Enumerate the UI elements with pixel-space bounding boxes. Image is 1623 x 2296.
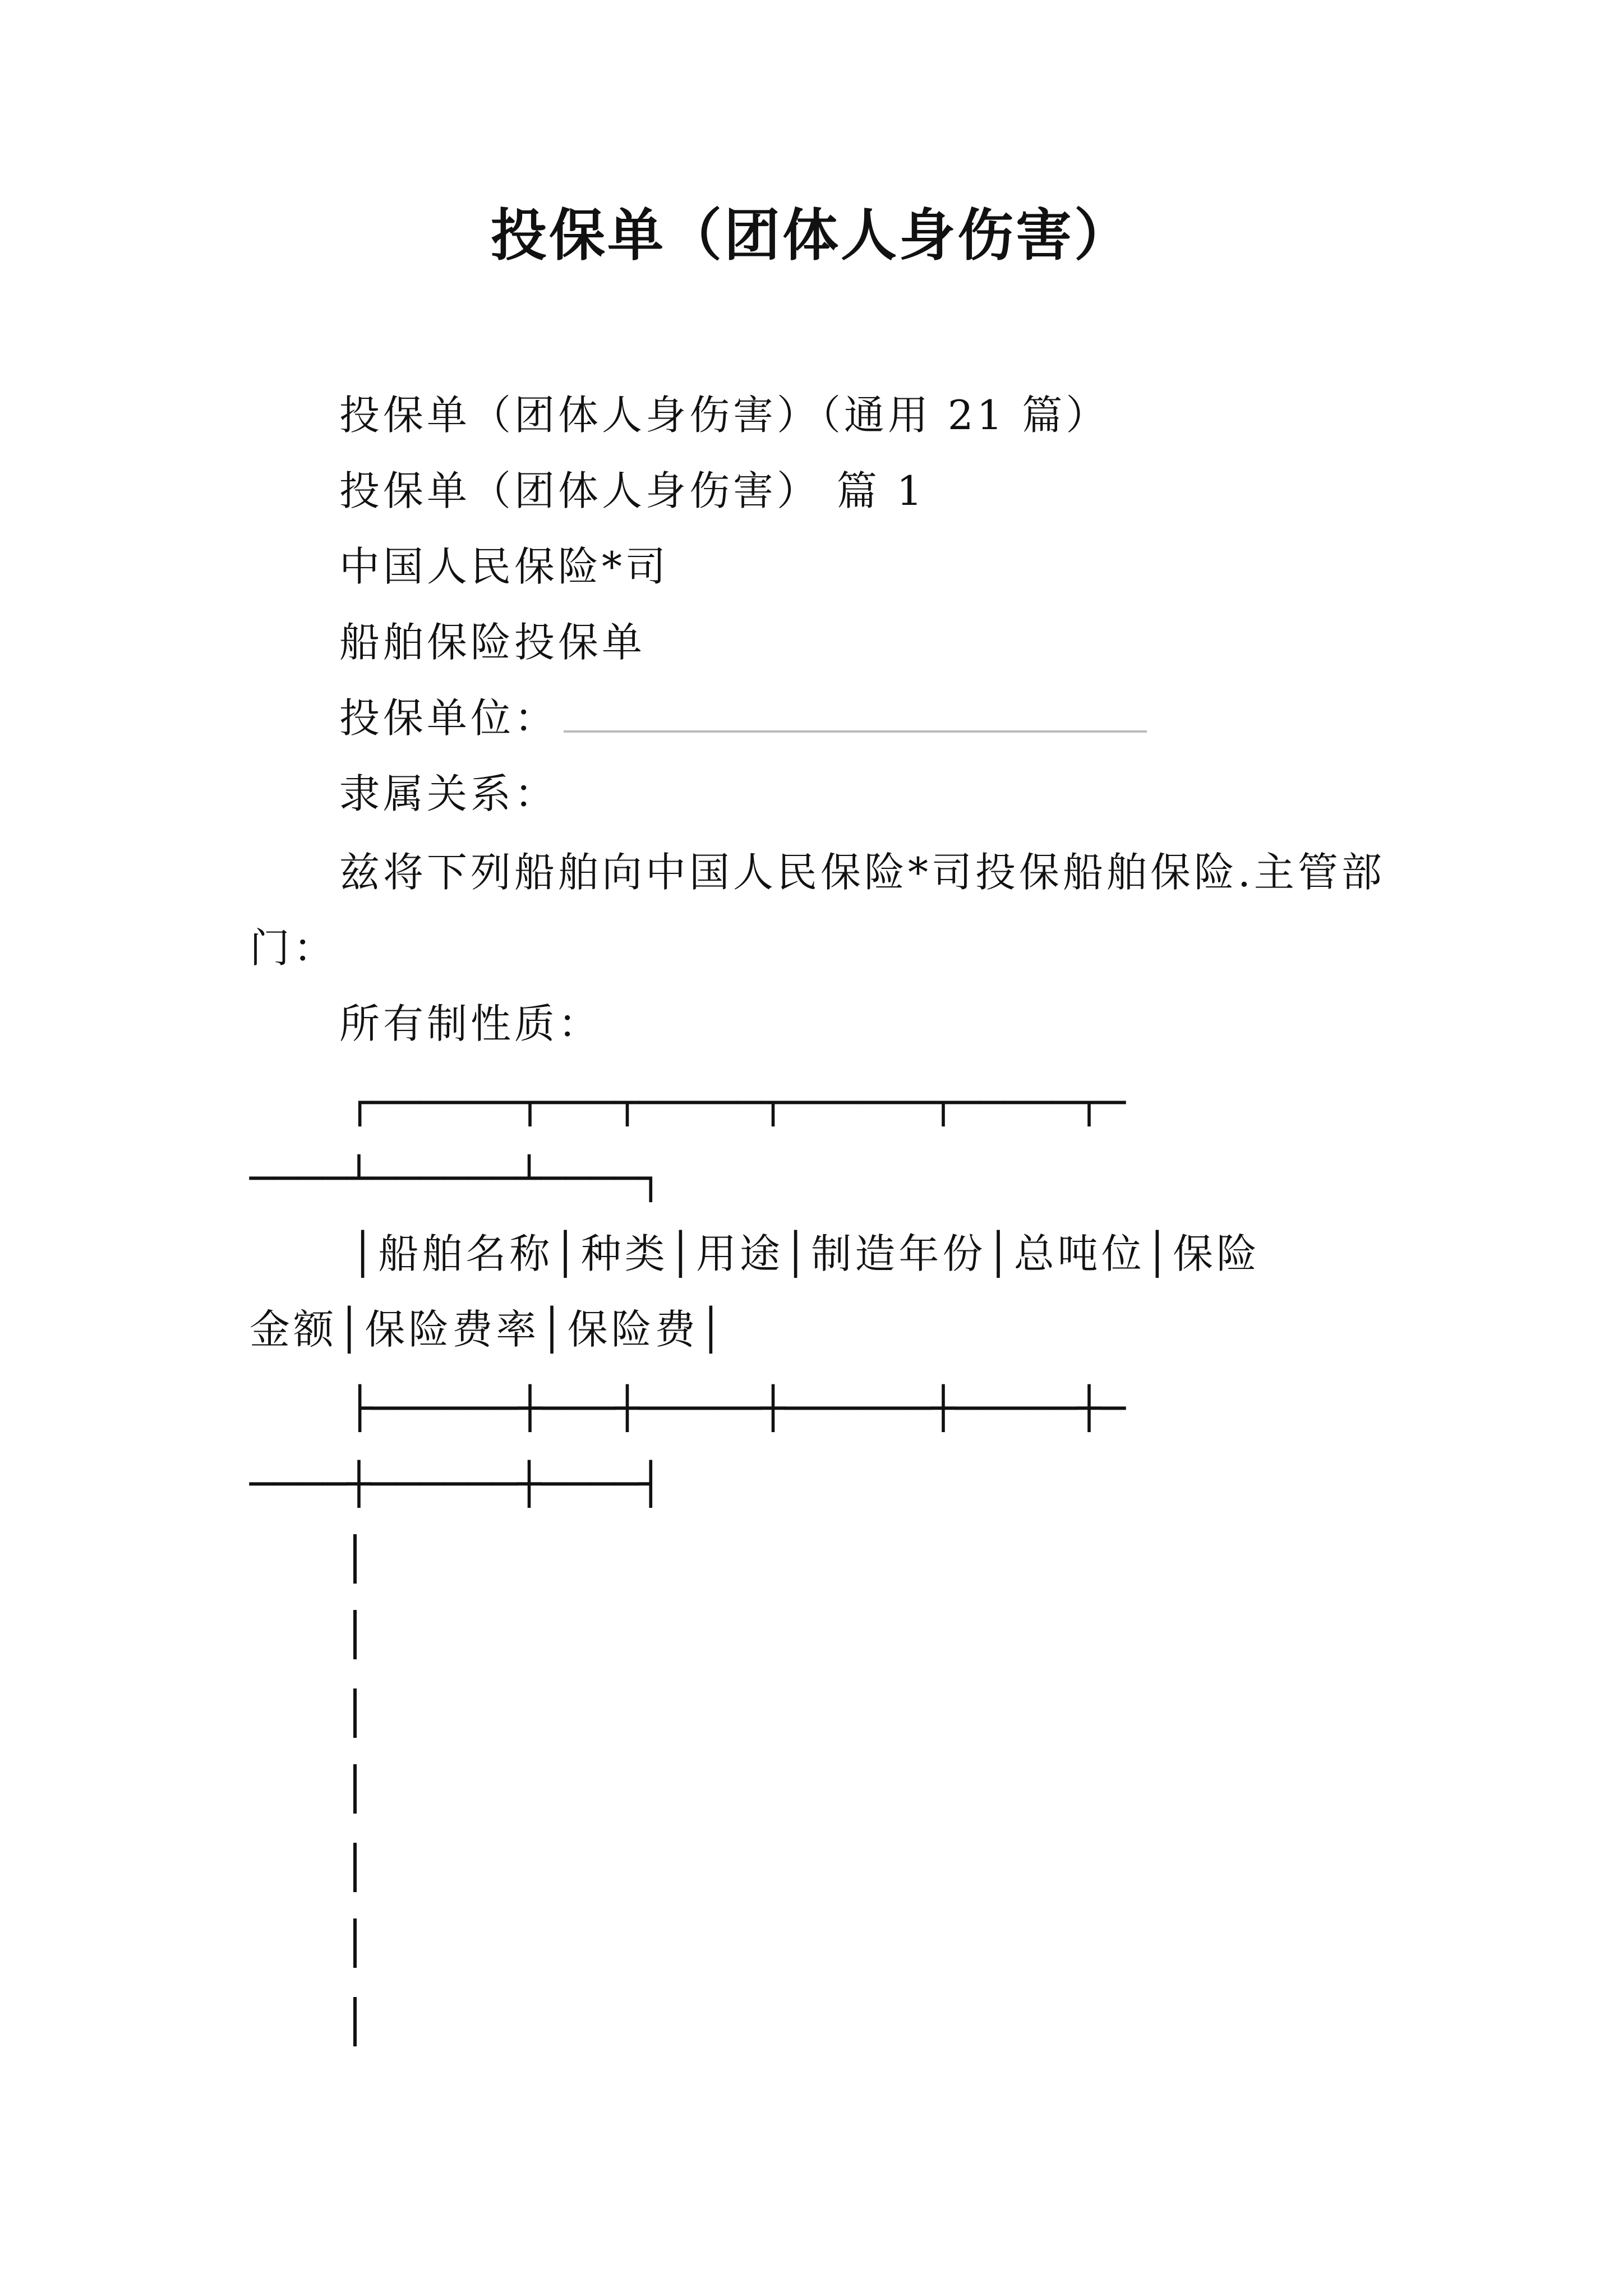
section-heading: 投保单（团体人身伤害） 篇 1	[339, 467, 926, 514]
company-name: 中国人民保险*司	[339, 543, 670, 590]
table-row-bar	[353, 1610, 357, 1659]
table-mid-border: ├──────┼───┼─────┼──────┼─────┼─	[348, 1384, 1126, 1432]
table-header-row: │船舶名称│种类│用途│制造年份│总吨位│保险	[351, 1230, 1261, 1277]
insured-unit-row	[339, 690, 1147, 746]
table-row-bar	[353, 1534, 357, 1584]
insured-unit-label: 投保单位：	[339, 694, 559, 742]
table-row-bar	[353, 1764, 357, 1814]
declaration-paragraph: 兹将下列船舶向中国人民保险*司投保船舶保险.主管部	[339, 849, 1385, 896]
table-row-bar	[353, 1688, 357, 1738]
form-name: 船舶保险投保单	[339, 619, 646, 666]
table-mid-border-cont: ────┼──────┼────┤	[250, 1460, 663, 1507]
table-top-border-cont: ────┴──────┴────┐	[250, 1154, 663, 1202]
insured-unit-field[interactable]	[564, 730, 1147, 733]
document-title: 投保单（团体人身伤害）	[491, 203, 1132, 268]
relation-label: 隶属关系：	[339, 770, 559, 817]
ownership-label: 所有制性质：	[339, 1000, 602, 1047]
declaration-continuation: 门：	[250, 924, 338, 972]
table-top-border: ┌──────┬───┬─────┬──────┬─────┬─	[348, 1079, 1126, 1126]
subtitle-line: 投保单（团体人身伤害）（通用 21 篇）	[339, 392, 1110, 439]
table-row-bar	[353, 1997, 357, 2046]
table-header-row-cont: 金额│保险费率│保险费│	[250, 1306, 727, 1353]
table-row-bar	[353, 1843, 357, 1892]
table-row-bar	[353, 1918, 357, 1968]
